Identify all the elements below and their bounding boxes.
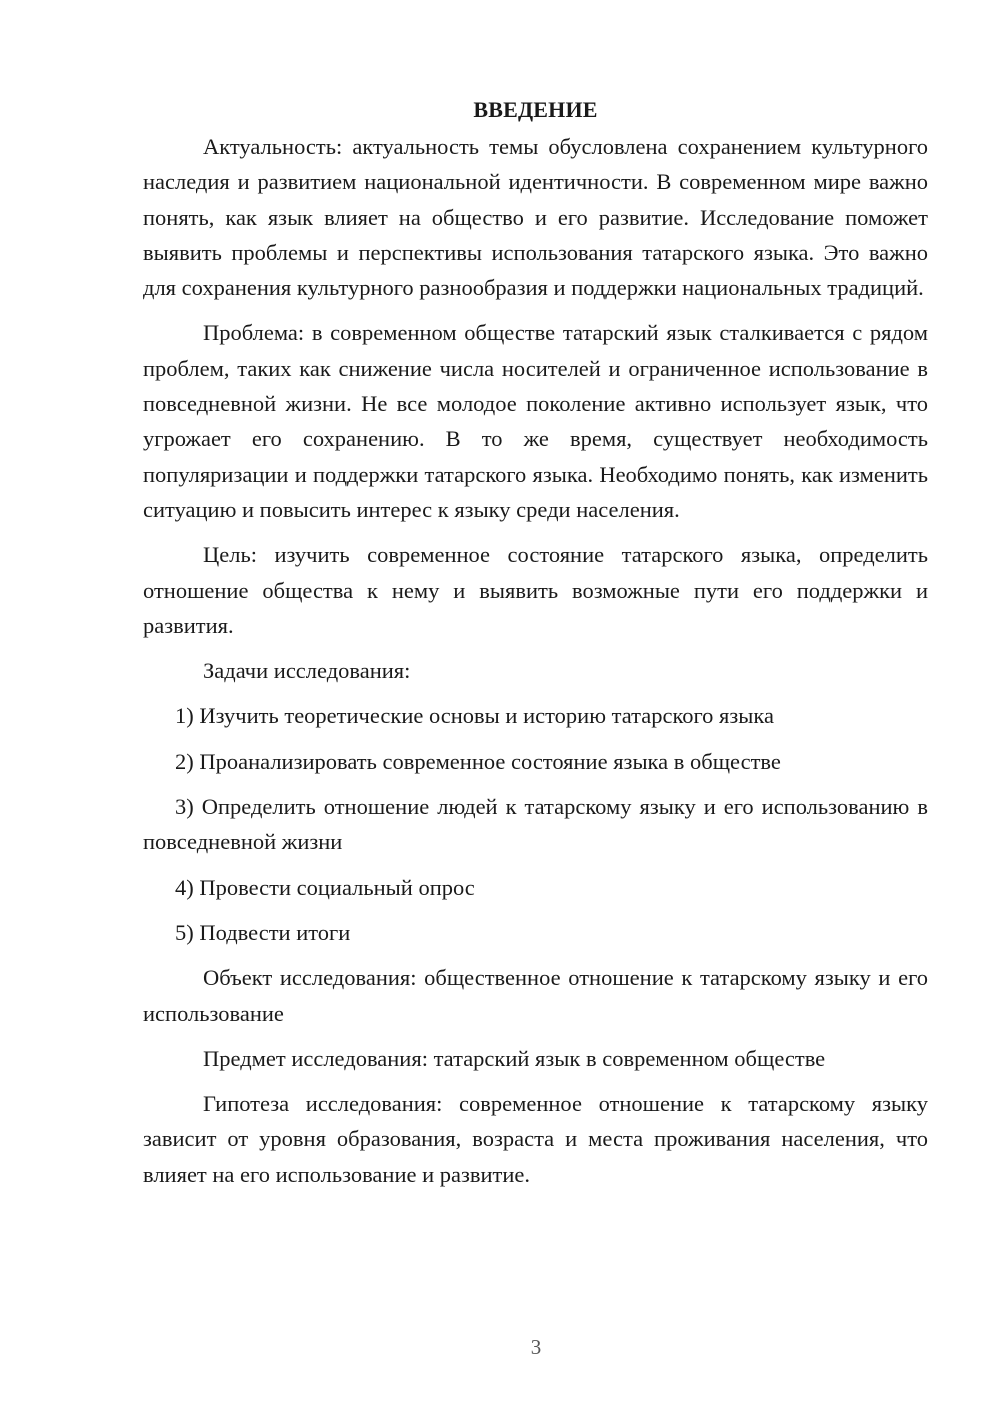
problem-paragraph: Проблема: в современном обществе татарский язык сталкивается с рядом проблем, таких как снижение числа носителей и ограниченное использование в повседневной жизни. Не все молодое поколение активно использует язык, что угрожает его сохранению. В то же время, существует необходимость популяризации и поддержки татарского языка. Необходимо понять, как изменить ситуацию и повысить интерес к языку среди населения.	[143, 320, 928, 522]
document-page	[143, 92, 928, 1202]
task-item: 1) Изучить теоретические основы и историю татарского языка	[175, 703, 774, 729]
section-title: ВВЕДЕНИЕ	[473, 97, 598, 122]
task-item: 2) Проанализировать современное состояние языка в обществе	[175, 748, 781, 774]
relevance-paragraph: Актуальность: актуальность темы обусловлена сохранением культурного наследия и развитием национальной идентичности. В современном мире важно понять, как язык влияет на общество и его развитие. Исследование поможет выявить проблемы и перспективы использования татарского языка. Это важно для сохранения культурного разнообразия и поддержки национальных традиций.	[143, 134, 928, 301]
task-item: 4) Провести социальный опрос	[175, 874, 475, 900]
tasks-list	[143, 698, 928, 950]
goal-paragraph: Цель: изучить современное состояние татарского языка, определить отношение общества к нему и выявить возможные пути его поддержки и развития.	[143, 542, 928, 638]
tasks-heading: Задачи исследования:	[203, 658, 411, 684]
object-paragraph: Объект исследования: общественное отношение к татарскому языку и его использование	[143, 965, 928, 1026]
hypothesis-paragraph: Гипотеза исследования: современное отношение к татарскому языку зависит от уровня образования, возраста и места проживания населения, что влияет на его использование и развитие.	[143, 1091, 928, 1187]
task-item: 5) Подвести итоги	[175, 919, 351, 945]
subject-paragraph: Предмет исследования: татарский язык в современном обществе	[203, 1045, 826, 1071]
task-item: 3) Определить отношение людей к татарскому языку и его использованию в повседневной жизни	[143, 794, 928, 855]
page-number: 3	[530, 1335, 542, 1359]
